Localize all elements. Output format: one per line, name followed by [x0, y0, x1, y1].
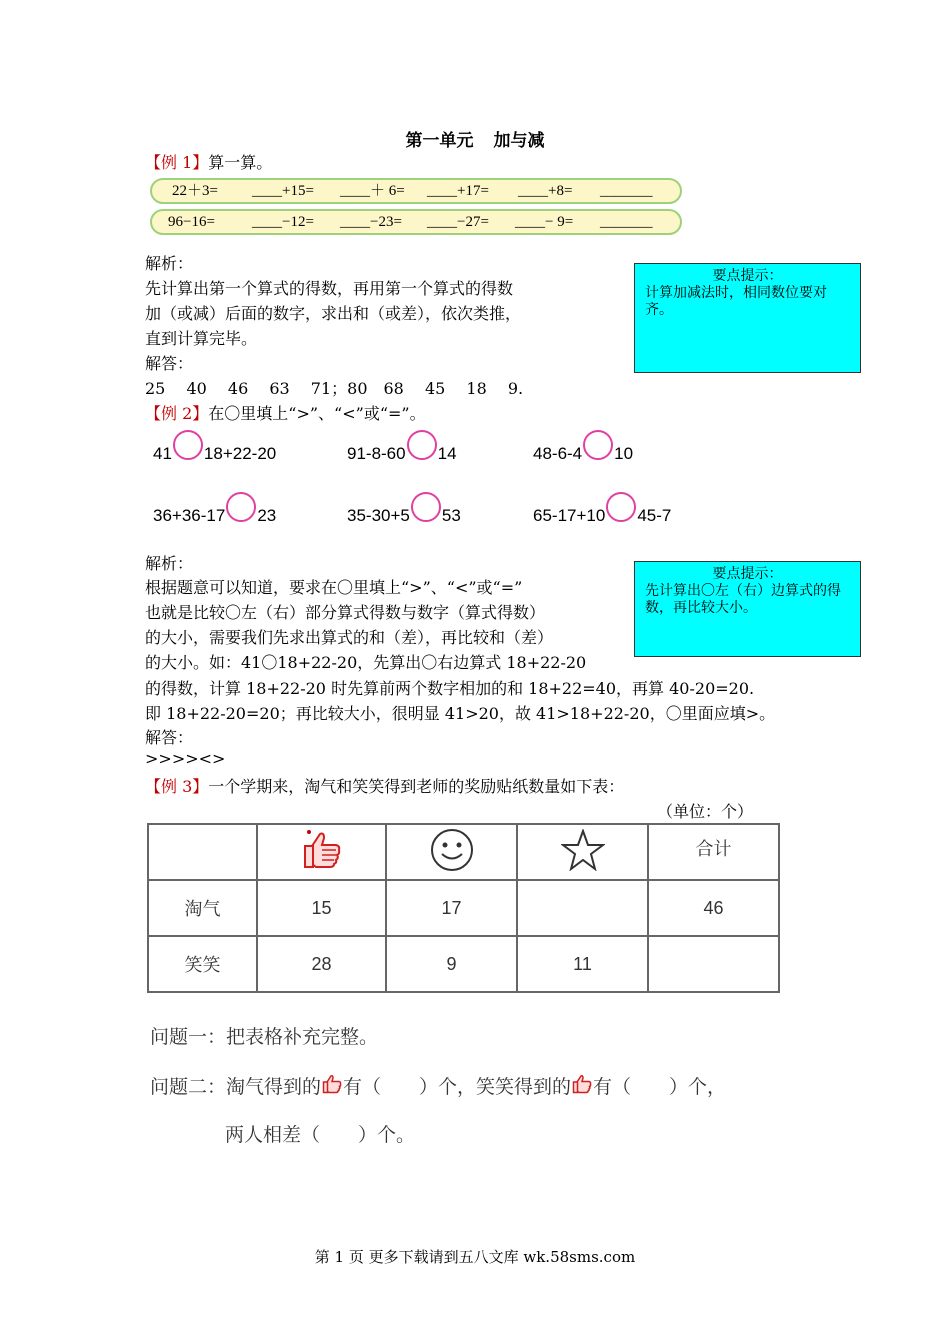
total-count[interactable]: [648, 936, 779, 992]
title-topic: 加与减: [493, 131, 545, 151]
example2-analysis-label: 解析：: [145, 554, 194, 573]
thumbs-up-icon: [321, 1072, 343, 1096]
answer-circle[interactable]: [583, 430, 613, 460]
compare-left: 65-17+10: [533, 506, 606, 525]
compare-item: [347, 430, 457, 464]
example1-analysis-line: 先计算出第一个算式的得数，再用第一个算式的得数: [145, 279, 514, 298]
star-header: [517, 824, 648, 880]
example2-analysis-line: 也就是比较〇左（右）部分算式得数与数字（算式得数）: [145, 603, 546, 622]
thumbs-up-icon: [571, 1072, 593, 1096]
example1-answer-label: 解答：: [145, 354, 194, 373]
calc-cell: _______: [600, 183, 653, 199]
compare-right: 53: [441, 506, 461, 525]
compare-right: 18+22-20: [203, 444, 277, 463]
answer-circle[interactable]: [411, 492, 441, 522]
compare-left: 35-30+5: [347, 506, 410, 525]
example3-tag: 【例 3】: [145, 777, 209, 796]
title-unit: 第一单元: [405, 131, 474, 151]
example2-analysis-line: 根据题意可以知道，要求在〇里填上“>”、“<”或“=”: [145, 578, 523, 597]
compare-left: 48-6-4: [533, 444, 583, 463]
row-name: 笑笑: [148, 936, 257, 992]
example1-analysis-label: 解析：: [145, 254, 194, 273]
tip-heading: 要点提示：: [712, 268, 783, 284]
example3-prompt: 一个学期来，淘气和笑笑得到老师的奖励贴纸数量如下表：: [208, 777, 625, 796]
answer-circle[interactable]: [226, 492, 256, 522]
calc-cell: ____− 9=: [515, 214, 574, 230]
calc-cell: ____+8=: [518, 183, 573, 199]
smile-count: 17: [386, 880, 517, 936]
calc-cell: ____−12=: [252, 214, 314, 230]
smile-count: 9: [386, 936, 517, 992]
star-count: 11: [517, 936, 648, 992]
compare-item: [347, 492, 461, 526]
calc-cell: ____−23=: [340, 214, 402, 230]
thumb-count: 15: [257, 880, 386, 936]
example2-analysis-line: 即 18+22-20=20；再比较大小，很明显 41>20，故 41>18+22-20，〇里面应填>。: [145, 704, 776, 723]
example2-analysis-line: 的大小，需要我们先求出算式的和（差），再比较和（差）: [145, 628, 554, 647]
example1-tag: 【例 1】: [145, 153, 209, 172]
compare-item: [153, 492, 276, 526]
example1-analysis-line: 加（或减）后面的数字，求出和（或差），依次类推，: [145, 304, 522, 323]
compare-left: 91-8-60: [347, 444, 406, 463]
compare-right: 14: [437, 444, 457, 463]
table-corner-cell: [148, 824, 257, 880]
example3-heading: [145, 774, 624, 797]
answer-circle[interactable]: [407, 430, 437, 460]
compare-left: 41: [153, 444, 172, 463]
tip-box-1: [634, 263, 861, 373]
smiley-icon: [429, 827, 475, 873]
example2-answer-label: 解答：: [145, 728, 194, 747]
calc-row-2: [150, 209, 682, 235]
thumb-count: 28: [257, 936, 386, 992]
tip-box-2: [634, 561, 861, 657]
tip-text: 先计算出〇左（右）边算式的得数，再比较大小。: [645, 583, 841, 616]
calc-cell: ____＋ 6=: [340, 183, 405, 199]
compare-item: [533, 492, 671, 526]
question-2-continued: 两人相差（ ）个。: [225, 1125, 416, 1146]
example1-analysis-line: 直到计算完毕。: [145, 329, 258, 348]
smile-header: [386, 824, 517, 880]
calc-cell: ____−27=: [427, 214, 489, 230]
total-header: 合计: [648, 824, 779, 880]
sticker-table: [147, 823, 780, 993]
question-2-part: 问题二：淘气得到的: [150, 1077, 322, 1098]
calc-cell: 22＋3=: [172, 183, 218, 199]
thumbs-up-icon: [300, 828, 344, 872]
example2-answer: >>>><>: [145, 749, 226, 768]
question-2-part: 有（ ）个，: [593, 1077, 727, 1098]
compare-right: 45-7: [637, 506, 672, 525]
total-count: 46: [648, 880, 779, 936]
page-footer: 第 1 页 更多下载请到五八文库 wk.58sms.com: [314, 1248, 636, 1266]
compare-item: [533, 430, 633, 464]
star-icon: [561, 829, 605, 871]
answer-circle[interactable]: [606, 492, 636, 522]
compare-left: 36+36-17: [153, 506, 226, 525]
answer-circle[interactable]: [173, 430, 203, 460]
example2-heading: [145, 401, 426, 424]
compare-right: 23: [257, 506, 277, 525]
page-title: [0, 126, 950, 151]
example2-prompt: 在〇里填上“>”、“<”或“=”。: [208, 404, 426, 423]
calc-cell: ____+17=: [427, 183, 489, 199]
calc-cell: _______: [600, 214, 653, 230]
example2-tag: 【例 2】: [145, 404, 209, 423]
example1-answer: 25 40 46 63 71；80 68 45 18 9.: [145, 379, 524, 398]
example2-analysis-line: 的得数，计算 18+22-20 时先算前两个数字相加的和 18+22=40，再算 40-20=20.: [145, 679, 755, 698]
question-1: 问题一：把表格补充完整。: [150, 1027, 379, 1048]
calc-cell: ____+15=: [252, 183, 314, 199]
unit-label: （单位：个）: [657, 802, 754, 821]
example1-heading: [145, 150, 272, 173]
compare-right: 10: [614, 444, 634, 463]
compare-item: [153, 430, 276, 464]
thumb-header: [257, 824, 386, 880]
row-name: 淘气: [148, 880, 257, 936]
calc-row-1: [150, 178, 682, 204]
tip-heading: 要点提示：: [712, 566, 783, 582]
example2-analysis-line: 的大小。如：41〇18+22-20，先算出〇右边算式 18+22-20: [145, 653, 587, 672]
question-2: [150, 1072, 726, 1099]
calc-cell: 96−16=: [168, 214, 215, 230]
star-count[interactable]: [517, 880, 648, 936]
tip-text: 计算加减法时，相同数位要对齐。: [645, 285, 827, 318]
example1-prompt: 算一算。: [208, 153, 273, 172]
question-2-part: 有（ ）个，笑笑得到的: [343, 1077, 572, 1098]
